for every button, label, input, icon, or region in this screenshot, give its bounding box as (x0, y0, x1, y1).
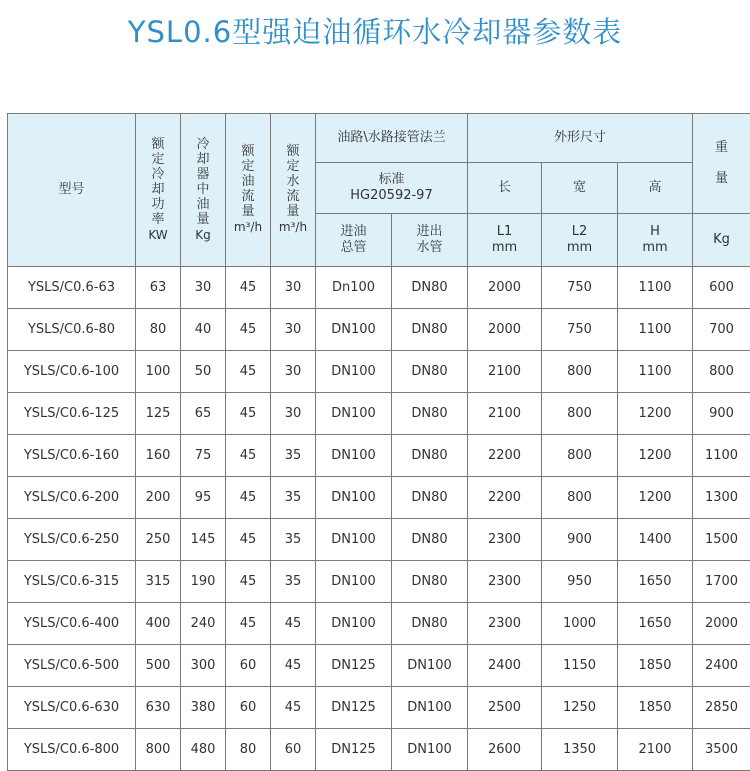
cell-weight: 600 (693, 267, 750, 309)
cell-water-pipe: DN80 (392, 267, 468, 309)
cell-l2: 900 (542, 519, 618, 561)
cell-h: 1850 (618, 687, 693, 729)
cell-weight: 1700 (693, 561, 750, 603)
cell-weight: 1100 (693, 435, 750, 477)
cell-oil-flow: 60 (226, 687, 271, 729)
header-length: 长 (468, 163, 542, 214)
cell-l2: 1250 (542, 687, 618, 729)
page-title: YSL0.6型强迫油循环水冷却器参数表 (0, 10, 750, 51)
header-l1: L1 mm (468, 214, 542, 267)
header-h: H mm (618, 214, 693, 267)
cell-power: 200 (136, 477, 181, 519)
cell-l1: 2500 (468, 687, 542, 729)
cell-h: 1850 (618, 645, 693, 687)
cell-model: YSLS/C0.6-63 (8, 267, 136, 309)
cell-weight: 1300 (693, 477, 750, 519)
cell-oil-flow: 80 (226, 729, 271, 771)
cell-oil-pipe: DN100 (316, 561, 392, 603)
cell-water-pipe: DN80 (392, 393, 468, 435)
cell-weight: 700 (693, 309, 750, 351)
cell-l2: 1000 (542, 603, 618, 645)
cell-oil-pipe: DN100 (316, 477, 392, 519)
cell-model: YSLS/C0.6-100 (8, 351, 136, 393)
cell-oil: 380 (181, 687, 226, 729)
cell-l1: 2100 (468, 351, 542, 393)
table-row (8, 393, 750, 435)
cell-power: 63 (136, 267, 181, 309)
cell-oil: 95 (181, 477, 226, 519)
cell-oil-flow: 45 (226, 603, 271, 645)
cell-water-pipe: DN80 (392, 309, 468, 351)
table-row (8, 519, 750, 561)
cell-oil-flow: 45 (226, 351, 271, 393)
cell-h: 1650 (618, 603, 693, 645)
cell-l1: 2200 (468, 477, 542, 519)
cell-model: YSLS/C0.6-630 (8, 687, 136, 729)
cell-water-pipe: DN100 (392, 645, 468, 687)
cell-water-flow: 30 (271, 309, 316, 351)
cell-power: 125 (136, 393, 181, 435)
cell-oil: 190 (181, 561, 226, 603)
cell-power: 250 (136, 519, 181, 561)
cell-oil-flow: 45 (226, 477, 271, 519)
header-power-label: 额定冷却功率 (151, 137, 165, 227)
header-water-flow-label: 额定水流量 (286, 144, 300, 219)
cell-oil-pipe: DN100 (316, 309, 392, 351)
cell-oil-flow: 45 (226, 309, 271, 351)
cell-water-flow: 60 (271, 729, 316, 771)
cell-water-flow: 45 (271, 603, 316, 645)
cell-oil-pipe: DN125 (316, 687, 392, 729)
cell-l2: 750 (542, 309, 618, 351)
cell-oil-flow: 45 (226, 267, 271, 309)
cell-model: YSLS/C0.6-160 (8, 435, 136, 477)
header-oil-flow (226, 114, 271, 267)
header-weight (693, 114, 750, 214)
table-row (8, 477, 750, 519)
cell-oil: 480 (181, 729, 226, 771)
cell-oil: 75 (181, 435, 226, 477)
cell-model: YSLS/C0.6-800 (8, 729, 136, 771)
cell-oil-pipe: DN100 (316, 435, 392, 477)
header-l2: L2 mm (542, 214, 618, 267)
cell-oil-pipe: DN100 (316, 603, 392, 645)
cell-l2: 750 (542, 267, 618, 309)
cell-power: 80 (136, 309, 181, 351)
cell-oil-pipe: DN125 (316, 645, 392, 687)
cell-h: 1200 (618, 435, 693, 477)
cell-h: 2100 (618, 729, 693, 771)
cell-oil-flow: 45 (226, 393, 271, 435)
table-row (8, 687, 750, 729)
cell-h: 1400 (618, 519, 693, 561)
cell-model: YSLS/C0.6-125 (8, 393, 136, 435)
cell-l1: 2300 (468, 603, 542, 645)
cell-water-flow: 30 (271, 393, 316, 435)
cell-model: YSLS/C0.6-80 (8, 309, 136, 351)
header-width: 宽 (542, 163, 618, 214)
cell-model: YSLS/C0.6-250 (8, 519, 136, 561)
cell-oil: 65 (181, 393, 226, 435)
header-oil-inlet: 进油 总管 (316, 214, 392, 267)
cell-h: 1100 (618, 351, 693, 393)
cell-water-pipe: DN100 (392, 687, 468, 729)
cell-water-pipe: DN80 (392, 435, 468, 477)
header-water-flow-unit: m³/h (279, 220, 307, 234)
cell-water-flow: 30 (271, 351, 316, 393)
cell-l1: 2100 (468, 393, 542, 435)
cell-power: 400 (136, 603, 181, 645)
cell-oil: 40 (181, 309, 226, 351)
cell-oil: 240 (181, 603, 226, 645)
cell-water-pipe: DN80 (392, 603, 468, 645)
header-row-1 (8, 114, 750, 163)
cell-l1: 2000 (468, 267, 542, 309)
table-row (8, 267, 750, 309)
cell-water-pipe: DN80 (392, 519, 468, 561)
cell-model: YSLS/C0.6-315 (8, 561, 136, 603)
cell-water-flow: 35 (271, 561, 316, 603)
cell-oil-flow: 45 (226, 435, 271, 477)
cell-oil: 145 (181, 519, 226, 561)
cell-oil-pipe: DN100 (316, 351, 392, 393)
cell-l1: 2200 (468, 435, 542, 477)
cell-water-flow: 35 (271, 435, 316, 477)
table-row (8, 435, 750, 477)
cell-water-pipe: DN80 (392, 477, 468, 519)
cell-water-flow: 35 (271, 477, 316, 519)
cell-h: 1100 (618, 309, 693, 351)
cell-l1: 2400 (468, 645, 542, 687)
cell-l2: 1150 (542, 645, 618, 687)
header-oil-amount (181, 114, 226, 267)
cell-l1: 2300 (468, 519, 542, 561)
cell-h: 1200 (618, 393, 693, 435)
cell-water-pipe: DN100 (392, 729, 468, 771)
cell-weight: 800 (693, 351, 750, 393)
header-water-inout: 进出 水管 (392, 214, 468, 267)
table-row (8, 561, 750, 603)
cell-water-flow: 30 (271, 267, 316, 309)
header-power-unit: KW (148, 228, 167, 242)
cell-l2: 800 (542, 351, 618, 393)
header-oil-flow-unit: m³/h (234, 220, 262, 234)
cell-oil: 30 (181, 267, 226, 309)
cell-weight: 3500 (693, 729, 750, 771)
cell-weight: 900 (693, 393, 750, 435)
header-weight-bottom: 量 (715, 171, 728, 186)
cell-oil-pipe: Dn100 (316, 267, 392, 309)
cell-weight: 2000 (693, 603, 750, 645)
cell-oil: 50 (181, 351, 226, 393)
header-power (136, 114, 181, 267)
cell-h: 1650 (618, 561, 693, 603)
header-model: 型号 (8, 114, 136, 267)
cell-power: 800 (136, 729, 181, 771)
cell-power: 100 (136, 351, 181, 393)
cell-power: 160 (136, 435, 181, 477)
header-water-flow (271, 114, 316, 267)
header-dimensions: 外形尺寸 (468, 114, 693, 163)
header-standard: 标准 HG20592-97 (316, 163, 468, 214)
table-row (8, 603, 750, 645)
cell-oil-pipe: DN125 (316, 729, 392, 771)
cell-l1: 2000 (468, 309, 542, 351)
header-height: 高 (618, 163, 693, 214)
table-row (8, 645, 750, 687)
header-oil-flow-label: 额定油流量 (241, 144, 255, 219)
cell-l2: 950 (542, 561, 618, 603)
cell-weight: 2850 (693, 687, 750, 729)
cell-water-pipe: DN80 (392, 561, 468, 603)
cell-l1: 2300 (468, 561, 542, 603)
cell-power: 500 (136, 645, 181, 687)
header-weight-unit: Kg (693, 214, 750, 267)
cell-weight: 1500 (693, 519, 750, 561)
header-weight-top: 重 (715, 140, 728, 155)
cell-l2: 800 (542, 477, 618, 519)
cell-model: YSLS/C0.6-400 (8, 603, 136, 645)
header-oil-amount-unit: Kg (195, 228, 211, 242)
cell-h: 1100 (618, 267, 693, 309)
cell-model: YSLS/C0.6-200 (8, 477, 136, 519)
table-row (8, 309, 750, 351)
cell-oil-pipe: DN100 (316, 519, 392, 561)
header-flange: 油路\水路接管法兰 (316, 114, 468, 163)
cell-l2: 800 (542, 435, 618, 477)
cell-oil-flow: 45 (226, 519, 271, 561)
cell-oil-flow: 45 (226, 561, 271, 603)
cell-l2: 800 (542, 393, 618, 435)
cell-water-pipe: DN80 (392, 351, 468, 393)
cell-oil: 300 (181, 645, 226, 687)
cell-power: 630 (136, 687, 181, 729)
cell-water-flow: 45 (271, 687, 316, 729)
cell-oil-flow: 60 (226, 645, 271, 687)
cell-oil-pipe: DN100 (316, 393, 392, 435)
cell-weight: 2400 (693, 645, 750, 687)
cell-water-flow: 45 (271, 645, 316, 687)
cell-model: YSLS/C0.6-500 (8, 645, 136, 687)
cell-l1: 2600 (468, 729, 542, 771)
cell-water-flow: 35 (271, 519, 316, 561)
cell-l2: 1350 (542, 729, 618, 771)
header-oil-amount-label: 冷却器中油量 (196, 137, 210, 227)
parameter-table (7, 113, 750, 771)
cell-h: 1200 (618, 477, 693, 519)
table-row (8, 351, 750, 393)
cell-power: 315 (136, 561, 181, 603)
